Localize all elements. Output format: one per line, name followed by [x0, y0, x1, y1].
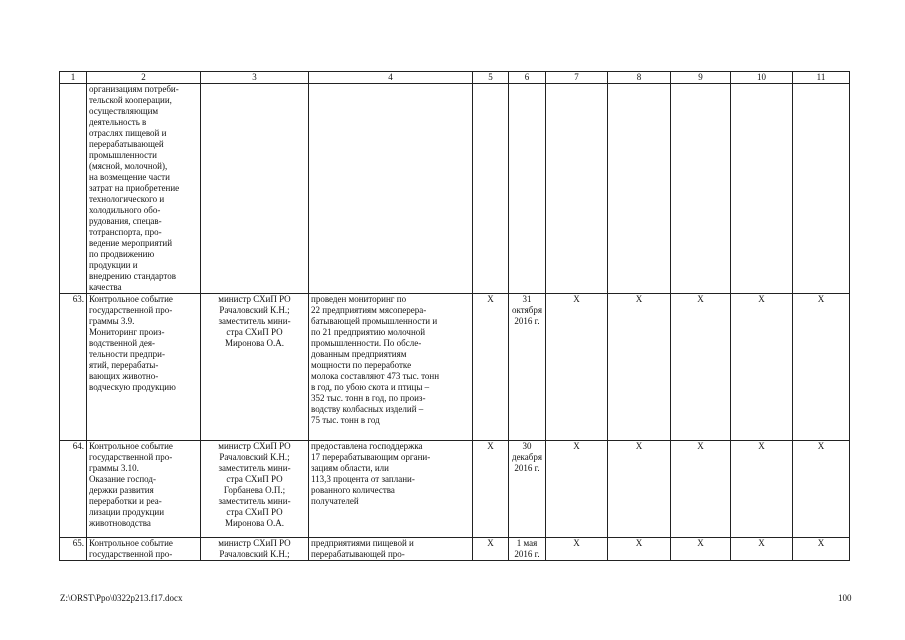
cell-text-line: на возмещение части	[89, 172, 170, 182]
event-name-cell	[87, 441, 201, 538]
result-cell	[309, 441, 473, 538]
col11-cell: X	[793, 294, 850, 441]
col9-cell: X	[671, 294, 731, 441]
cell-text-line: 2016 г.	[514, 549, 540, 559]
cell-text-line: молока составляют 473 тыс. тонн	[311, 371, 440, 381]
col8-cell: X	[608, 538, 671, 561]
cell-text-line: мощности по переработке	[311, 360, 412, 370]
cell-text-line: 113,3 процента от заплани-	[311, 474, 415, 484]
col11-cell: X	[793, 441, 850, 538]
cell-text-line: промышленности	[89, 150, 157, 160]
col7-cell: X	[546, 294, 608, 441]
cell-text-line: ятий, перерабаты-	[89, 360, 159, 370]
column-number: 11	[793, 72, 850, 84]
cell-text-line: предприятиями пищевой и	[311, 538, 414, 548]
cell-text-line: переработки и реа-	[89, 496, 162, 506]
cell-text-line: граммы 3.10.	[89, 463, 139, 473]
cell-text-line: государственной про-	[89, 452, 173, 462]
col8-cell: X	[608, 294, 671, 441]
cell-text-line: батывающей промышленности и	[311, 316, 438, 326]
cell-text-line: 1 мая	[516, 538, 538, 548]
cell-text-line: 2016 г.	[514, 463, 540, 473]
cell-text-line: Контрольное событие	[89, 294, 173, 304]
cell-text-line: 75 тыс. тонн в год	[311, 415, 380, 425]
result-cell	[309, 538, 473, 561]
column-number-row	[60, 72, 850, 84]
date-cell	[509, 538, 546, 561]
col5-cell: X	[473, 538, 509, 561]
cell-text-line: организациям потреби-	[89, 84, 179, 94]
column-number: 7	[546, 72, 608, 84]
col7-cell: X	[546, 441, 608, 538]
result-cell	[309, 294, 473, 441]
responsible-cell	[201, 538, 309, 561]
cell-text-line: декабря	[511, 452, 543, 462]
page-number: 100	[838, 593, 852, 603]
cell-text-line: Контрольное событие	[89, 538, 173, 548]
cell-text-line: получателей	[311, 496, 359, 506]
cell-text-line: деятельность в	[89, 117, 147, 127]
cell-text-line: промышленности. По обсле-	[311, 338, 422, 348]
cell-text-line: тельности предпри-	[89, 349, 165, 359]
cell-text-line: Мониторинг произ-	[89, 327, 165, 337]
responsible-cell	[201, 294, 309, 441]
cell-text-line: Горбанева О.П.;	[223, 485, 286, 495]
result-cell	[309, 84, 473, 294]
col7-cell: X	[546, 538, 608, 561]
cell-text-line: министр СХиП РО	[218, 441, 291, 451]
cell-text-line: вающих животно-	[89, 371, 159, 381]
cell-text-line: Рачаловский К.Н.;	[219, 452, 290, 462]
cell-text-line: 31	[522, 294, 532, 304]
cell-text-line: граммы 3.9.	[89, 316, 135, 326]
cell-text-line: (мясной, молочной),	[89, 161, 168, 171]
cell-text-line: по продвижению	[89, 249, 155, 259]
col8-cell: X	[608, 441, 671, 538]
cell-text-line: холодильного обо-	[89, 205, 161, 215]
cell-text-line: рованного количества	[311, 485, 395, 495]
row-number-cell: 64.	[60, 441, 87, 538]
cell-text-line: продукции и	[89, 260, 138, 270]
cell-text-line: октября	[512, 305, 542, 315]
table-row	[60, 294, 850, 441]
col5-cell: X	[473, 441, 509, 538]
cell-text-line: затрат на приобретение	[89, 183, 180, 193]
cell-text-line: перерабатывающей	[89, 139, 164, 149]
cell-text-line: перерабатывающей про-	[311, 549, 405, 559]
cell-text-line: Миронова О.А.	[224, 518, 284, 528]
cell-text-line: Оказание господ-	[89, 474, 156, 484]
cell-text-line: 352 тыс. тонн в год, по произ-	[311, 393, 426, 403]
date-cell	[509, 294, 546, 441]
cell-text-line: 17 перерабатывающим органи-	[311, 452, 431, 462]
cell-text-line: Контрольное событие	[89, 441, 173, 451]
row-number-cell: 65.	[60, 538, 87, 561]
column-number: 9	[671, 72, 731, 84]
event-name-cell	[87, 538, 201, 561]
col9-cell: X	[671, 538, 731, 561]
col10-cell	[731, 84, 793, 294]
cell-text-line: тотранспорта, про-	[89, 227, 162, 237]
responsible-cell	[201, 84, 309, 294]
cell-text-line: стра СХиП РО	[226, 327, 283, 337]
col11-cell	[793, 84, 850, 294]
row-number-cell	[60, 84, 87, 294]
cell-text-line: лизации продукции	[89, 507, 165, 517]
footer-file-path: Z:\ORST\Ppo\0322p213.f17.docx	[60, 593, 183, 603]
table-row	[60, 84, 850, 294]
column-number: 2	[87, 72, 201, 84]
cell-text-line: 30	[522, 441, 532, 451]
cell-text-line: заместитель мини-	[218, 496, 291, 506]
col10-cell: X	[731, 441, 793, 538]
cell-text-line: водству колбасных изделий –	[311, 404, 424, 414]
col7-cell	[546, 84, 608, 294]
cell-text-line: заместитель мини-	[218, 463, 291, 473]
col9-cell	[671, 84, 731, 294]
cell-text-line: по 21 предприятию молочной	[311, 327, 426, 337]
col11-cell: X	[793, 538, 850, 561]
cell-text-line: заместитель мини-	[218, 316, 291, 326]
cell-text-line: министр СХиП РО	[218, 294, 291, 304]
program-events-table	[59, 71, 850, 561]
col9-cell: X	[671, 441, 731, 538]
date-cell	[509, 84, 546, 294]
cell-text-line: отраслях пищевой и	[89, 128, 167, 138]
cell-text-line: технологического и	[89, 194, 165, 204]
table-row	[60, 441, 850, 538]
cell-text-line: водческую продукцию	[89, 382, 176, 392]
cell-text-line: внедрению стандартов	[89, 271, 176, 281]
event-name-cell	[87, 84, 201, 294]
cell-text-line: животноводства	[89, 518, 151, 528]
column-number: 10	[731, 72, 793, 84]
cell-text-line: качества	[89, 282, 122, 292]
column-number: 8	[608, 72, 671, 84]
cell-text-line: держки развития	[89, 485, 154, 495]
cell-text-line: предоставлена господдержка	[311, 441, 423, 451]
col5-cell	[473, 84, 509, 294]
column-number: 5	[473, 72, 509, 84]
row-number-cell: 63.	[60, 294, 87, 441]
event-name-cell	[87, 294, 201, 441]
column-number: 4	[309, 72, 473, 84]
date-cell	[509, 441, 546, 538]
column-number: 3	[201, 72, 309, 84]
cell-text-line: Рачаловский К.Н.;	[219, 305, 290, 315]
col10-cell: X	[731, 294, 793, 441]
cell-text-line: осуществляющим	[89, 106, 159, 116]
table-row	[60, 538, 850, 561]
cell-text-line: ведение мероприятий	[89, 238, 173, 248]
col10-cell: X	[731, 538, 793, 561]
cell-text-line: Миронова О.А.	[224, 338, 284, 348]
cell-text-line: государственной про-	[89, 305, 173, 315]
cell-text-line: 22 предприятиям мясоперера-	[311, 305, 427, 315]
cell-text-line: стра СХиП РО	[226, 507, 283, 517]
column-number: 1	[60, 72, 87, 84]
cell-text-line: зациям области, или	[311, 463, 389, 473]
cell-text-line: министр СХиП РО	[218, 538, 291, 548]
column-number: 6	[509, 72, 546, 84]
col5-cell: X	[473, 294, 509, 441]
cell-text-line: дованным предприятиям	[311, 349, 407, 359]
cell-text-line: стра СХиП РО	[226, 474, 283, 484]
responsible-cell	[201, 441, 309, 538]
cell-text-line: рудования, спецав-	[89, 216, 162, 226]
cell-text-line: 2016 г.	[514, 316, 540, 326]
cell-text-line: тельской кооперации,	[89, 95, 172, 105]
cell-text-line: проведен мониторинг по	[311, 294, 407, 304]
cell-text-line: Рачаловский К.Н.;	[219, 549, 290, 559]
cell-text-line: государственной про-	[89, 549, 173, 559]
cell-text-line: в год, по убою скота и птицы –	[311, 382, 430, 392]
col8-cell	[608, 84, 671, 294]
cell-text-line: водственной дея-	[89, 338, 156, 348]
